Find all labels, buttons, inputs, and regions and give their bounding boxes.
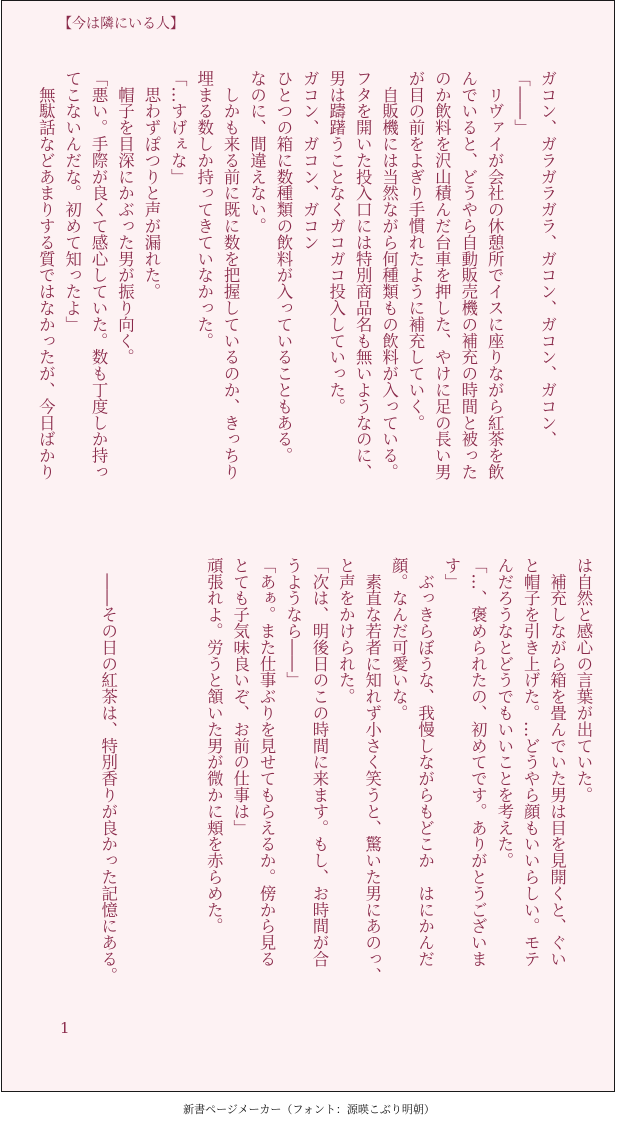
novel-page bbox=[1, 0, 615, 1092]
generator-credit: 新書ページメーカー（フォント：源暎こぶり明朝） bbox=[183, 1103, 435, 1116]
text-column-upper: ガコン、ガラガラガラ、ガコン、ガコン、ガコン、 「――」 リヴァイが会社の休憩所でイスに座りながら紅茶を飲 んでいると、どうやら自動販売機の補充の時間と被った のか飲料を沢山積んだ台車を押した、やけに足の長い男 が目の前をよぎり手慣れたように補充していく。 自販機には当然ながら何種類もの飲料が入っている。 フタを開いた投入口には特別商品名も無いようなのに、 男は躊躇うことなくガコガコ投入していった。 ガコン、ガコン、ガコン ひとつの箱に数種類の飲料が入っていることもある。 なのに、間違えない。 しかも来る前に既に数を把握しているのか、きっちり 埋まる数しか持ってきていなかった。 「…すげぇな」 思わずぽつりと声が漏れた。 帽子を目深にかぶった男が振り向く。 「悪い。手際が良くて感心していた。数も丁度しか持っ てこないんだな。初めて知ったよ」 無駄話などあまりする質ではなかったが、今日ばかり bbox=[36, 70, 557, 480]
text-column-lower: は自然と感心の言葉が出ていた。 補充しながら箱を畳んでいた男は目を見開くと、ぐい と帽子を引き上げた。…どうやら顔もいいらしい。モテ んだろうなとどうでもいいことを考えた。 「…、褒められたの、初めてです。ありがとうございま す」 ぶっきらぼうな、我慢しながらもどこか はにかんだ 顔。なんだ可愛いな。 素直な若者に知れず小さく笑うと、驚いた男にあのっ、 と声をかけられた。 「次は、明後日のこの時間に来ます。もし、お時間が合 うようなら――」 「あぁ。また仕事ぶりを見せてもらえるか。傍から見る とても子気味良いぞ、お前の仕事は」 頑張れよ。労うと頷いた男が微かに頬を赤らめた。 ――その日の紅茶は、特別香りが良かった記憶にある。 bbox=[98, 557, 593, 984]
page-number: 1 bbox=[60, 1019, 70, 1037]
chapter-heading: 【今は隣にいる人】 bbox=[58, 16, 184, 32]
